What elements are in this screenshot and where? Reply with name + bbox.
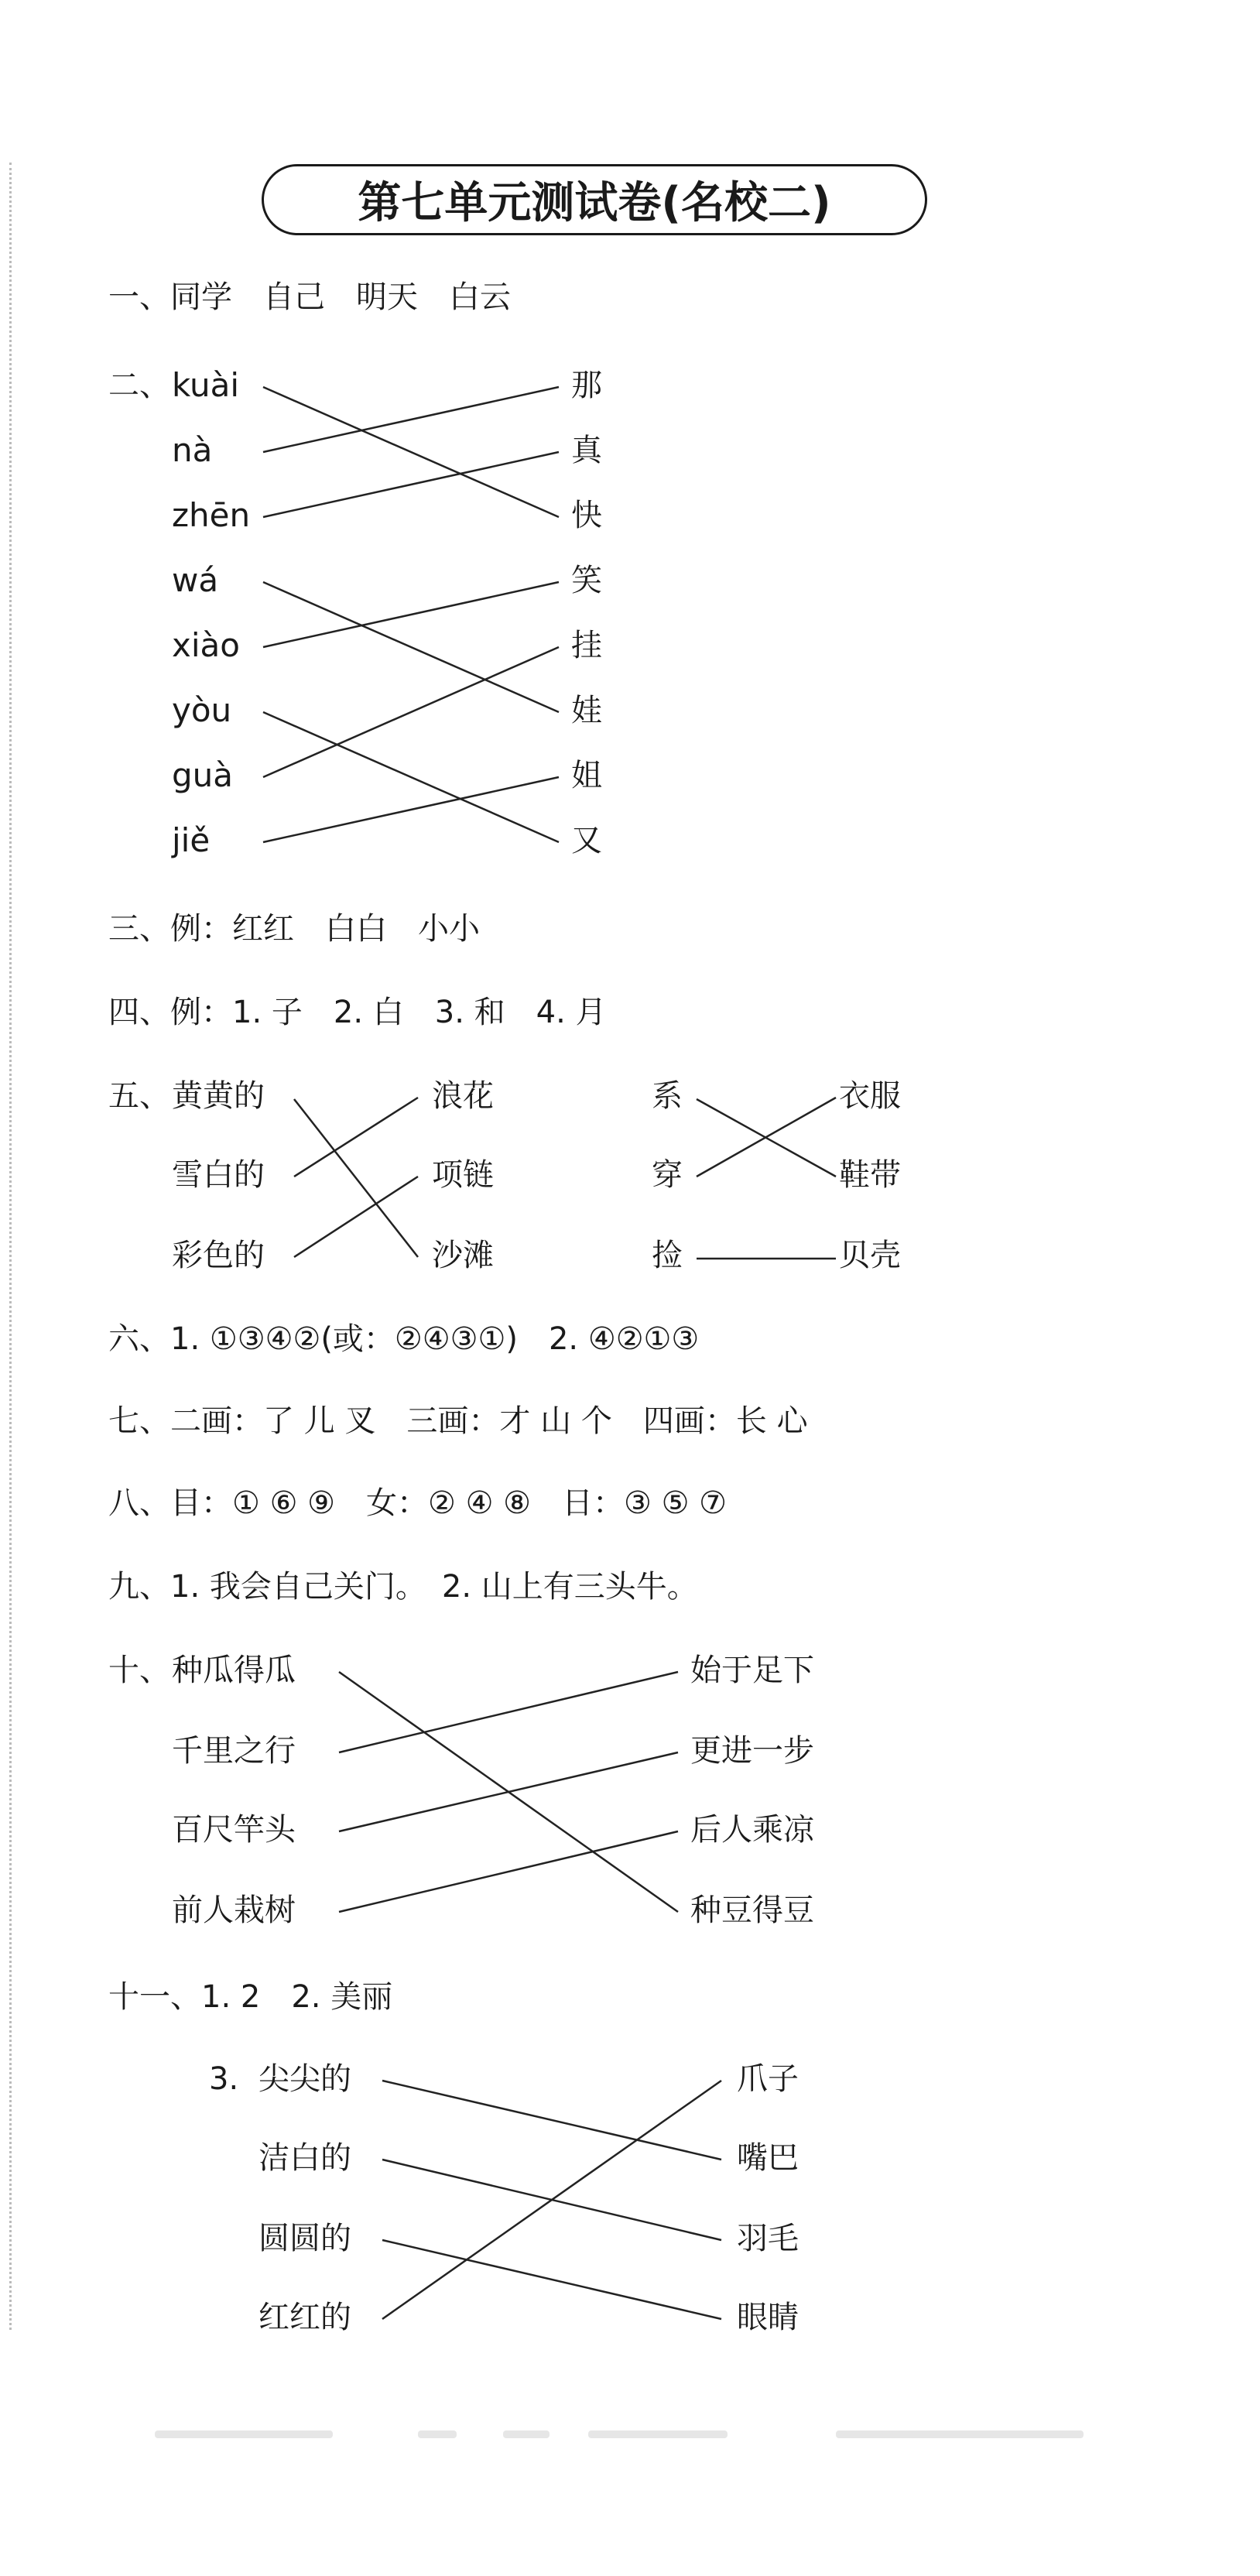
match-line	[339, 1672, 678, 1752]
match-line	[263, 387, 559, 517]
q5-word: 系	[652, 1078, 683, 1114]
match-line	[294, 1177, 418, 1257]
q11-word: 嘴巴	[737, 2140, 799, 2176]
q2-character: 姐	[571, 758, 602, 793]
scan-artifact	[836, 2430, 1084, 2438]
match-line	[263, 712, 559, 842]
match-line	[263, 452, 559, 517]
answer-q7: 七、二画：了 儿 叉 三画：才 山 个 四画：长 心	[108, 1403, 808, 1439]
q5-word: 项链	[432, 1157, 494, 1193]
q10-phrase: 后人乘凉	[690, 1812, 814, 1848]
q2-pinyin: zhēn	[172, 496, 251, 534]
q10-phrase: 百尺竿头	[172, 1812, 296, 1848]
q10-phrase: 种瓜得瓜	[172, 1653, 296, 1688]
q11-word: 爪子	[737, 2061, 799, 2097]
match-line	[263, 777, 559, 842]
q2-character: 笑	[571, 563, 602, 598]
q11-word: 尖尖的	[259, 2061, 351, 2097]
q11-word: 洁白的	[259, 2140, 351, 2176]
q2-pinyin: wá	[172, 561, 219, 599]
page-title: 第七单元测试卷(名校二)	[262, 164, 927, 235]
scan-artifact	[418, 2430, 457, 2438]
q2-character: 娃	[571, 693, 602, 728]
q10-phrase: 始于足下	[690, 1653, 814, 1688]
answer-q6: 六、1. ①③④②(或：②④③①) 2. ④②①③	[108, 1321, 700, 1357]
q2-pinyin: xiào	[172, 626, 240, 664]
q2-character: 快	[571, 498, 602, 533]
match-line	[263, 647, 559, 777]
match-line	[294, 1099, 418, 1257]
q10-phrase: 种豆得豆	[690, 1893, 814, 1928]
q5-label: 五、	[108, 1078, 170, 1114]
q2-pinyin: nà	[172, 431, 213, 469]
q2-character: 挂	[571, 628, 602, 663]
match-line	[382, 2081, 721, 2319]
q5-word: 彩色的	[172, 1238, 265, 1273]
answer-q1: 一、同学 自己 明天 白云	[108, 279, 511, 315]
q10-phrase: 更进一步	[690, 1733, 814, 1769]
q2-pinyin: kuài	[172, 366, 240, 404]
q5-word: 沙滩	[432, 1238, 494, 1273]
answer-q3: 三、例：红红 白白 小小	[108, 911, 480, 947]
q2-label: 二、	[108, 368, 170, 403]
q5-word: 鞋带	[839, 1157, 901, 1193]
q10-phrase: 前人栽树	[172, 1893, 296, 1928]
q5-word: 雪白的	[172, 1157, 265, 1193]
q2-pinyin: jiě	[172, 821, 211, 859]
q2-pinyin: yòu	[172, 691, 232, 729]
scan-artifact	[155, 2430, 333, 2438]
q10-phrase: 千里之行	[172, 1733, 296, 1769]
answer-q11-line1: 十一、1. 2 2. 美丽	[108, 1979, 393, 2015]
q5-word: 穿	[652, 1157, 683, 1193]
scan-artifact	[588, 2430, 728, 2438]
q11-number: 3.	[209, 2061, 239, 2097]
match-line	[382, 2240, 721, 2319]
q5-word: 浪花	[432, 1078, 494, 1114]
answer-q8: 八、目：① ⑥ ⑨ 女：② ④ ⑧ 日：③ ⑤ ⑦	[108, 1485, 728, 1521]
q11-word: 红红的	[259, 2300, 351, 2335]
q11-word: 羽毛	[737, 2221, 799, 2256]
match-line	[263, 582, 559, 647]
q5-word: 捡	[652, 1238, 683, 1273]
q5-word: 衣服	[839, 1078, 901, 1114]
answer-q9: 九、1. 我会自己关门。 2. 山上有三头牛。	[108, 1569, 698, 1605]
match-line	[382, 2081, 721, 2160]
q5-word: 贝壳	[839, 1238, 901, 1273]
scan-artifact	[503, 2430, 550, 2438]
q5-word: 黄黄的	[172, 1078, 265, 1114]
q10-label: 十、	[108, 1653, 170, 1688]
q2-pinyin: guà	[172, 756, 234, 794]
q2-character: 又	[571, 823, 602, 858]
q11-word: 眼睛	[737, 2300, 799, 2335]
match-line	[263, 387, 559, 452]
match-line	[339, 1752, 678, 1831]
q11-word: 圆圆的	[259, 2221, 351, 2256]
match-line	[339, 1831, 678, 1912]
q2-character: 那	[571, 368, 602, 403]
match-line	[263, 582, 559, 712]
match-line	[294, 1098, 418, 1177]
answer-q4: 四、例：1. 子 2. 白 3. 和 4. 月	[108, 995, 607, 1030]
q2-character: 真	[571, 433, 602, 468]
